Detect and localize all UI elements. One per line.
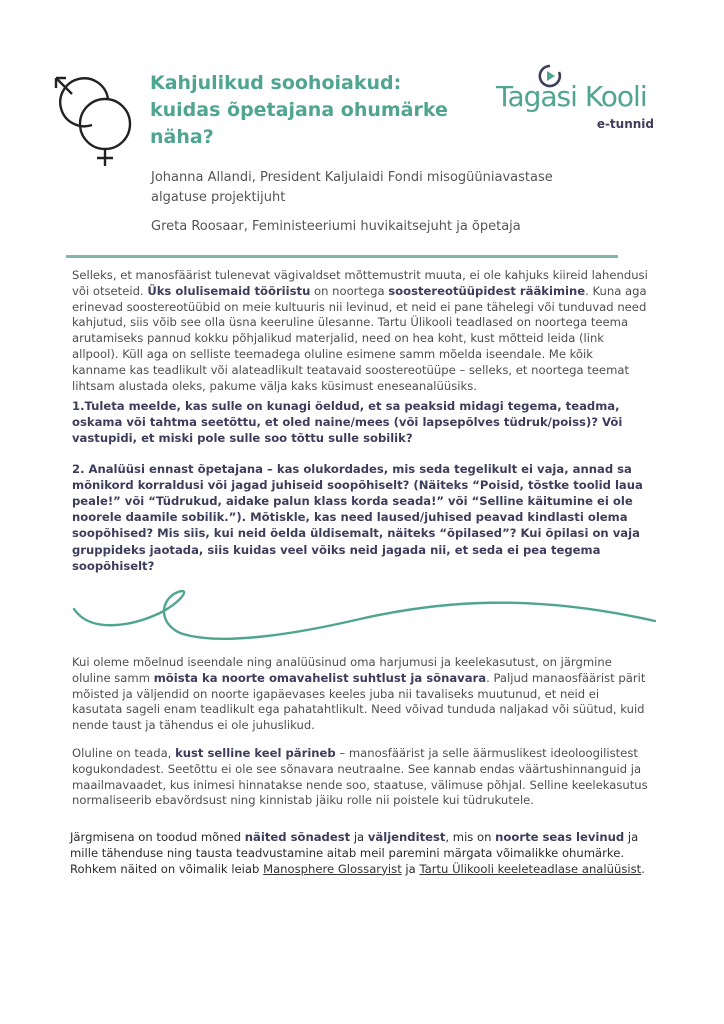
- title-line: kuidas õpetajana ohumärke: [150, 99, 448, 121]
- paragraph-language: [72, 655, 650, 734]
- paragraph-examples: [70, 830, 648, 877]
- page-title: [150, 70, 490, 151]
- text: Selleks, et manosfäärist tulenevat vägivaldset mõttemustrit muuta, ei ole kahjuks kiireid lahendusi või otseteid.: [72, 268, 648, 298]
- text: ja: [350, 830, 368, 844]
- bold-text: soostereotüüpidest rääkimine: [388, 283, 586, 298]
- author-line: Greta Roosaar, Feministeeriumi huvikaitsejuht ja õpetaja: [151, 219, 521, 234]
- logo-subtitle: e-tunnid: [596, 117, 654, 131]
- bold-text: väljenditest: [367, 830, 446, 844]
- title-line: näha?: [150, 126, 214, 148]
- text: ja mille tähenduse ning tausta teadvustamine aitab meil paremini märgata võimalikke ohumärke. Rohkem näited on võimalik leiab: [70, 830, 639, 876]
- text: ja: [401, 861, 420, 876]
- header-divider: [66, 255, 618, 258]
- manosphere-glossary-link[interactable]: Manosphere Glossaryist: [263, 861, 402, 876]
- text: . Kuna aga erinevad soostereotüübid on meie kultuuris nii levinud, et neid ei pane tähelegi või tunduvad need kahjutud, siis võib see olla üsna keeruline ülesanne. Tartu Ülikooli teadlased on noortega teema arutamiseks pannud kokku põhjalikud materjalid, need on hea koht, kust mõtteid leida (link allpool). Küll aga on selliste teemadega oluline esimene samm mõelda iseendale. Me kõik kanname kas teadlikult või alateadlikult teatavaid soostereotüüpe – selleks, et noortega teemat lihtsam alustada oleks, pakume välja kaks küsimust eneseanalüüsiks.: [72, 283, 647, 393]
- text: on noortega: [310, 283, 389, 298]
- authors: [151, 168, 611, 246]
- text: .: [641, 861, 645, 876]
- decorative-swirl: [60, 585, 680, 645]
- author-line: Johanna Allandi, President Kaljulaidi Fondi misogüüniavastase algatuse projektijuht: [151, 170, 553, 205]
- bold-text: mõista ka noorte omavahelist suhtlust ja sõnavara: [153, 670, 487, 685]
- intro-paragraph: [72, 268, 650, 394]
- question-1: 1.Tuleta meelde, kas sulle on kunagi öeldud, et sa peaksid midagi tegema, teadma, oskama või tahtma seetõttu, et oled naine/mees (või lapsepõlves tüdruk/poiss)? Või vastupidi, et miski pole sulle soo tõttu sulle sobilik?: [72, 399, 623, 446]
- text: Oluline on teada,: [72, 746, 176, 760]
- text: Järgmisena on toodud mõned: [70, 830, 245, 844]
- tartu-analysis-link[interactable]: Tartu Ülikooli keeleteadlase analüüsist: [419, 861, 642, 876]
- tagasi-kooli-logo: [490, 62, 670, 142]
- paragraph-origin: [72, 746, 650, 809]
- title-line: Kahjulikud soohoiakud:: [150, 72, 402, 94]
- bold-text: Üks olulisemaid tööriistu: [147, 283, 311, 298]
- bold-text: noorte seas levinud: [495, 830, 625, 844]
- text: , mis on: [445, 830, 496, 844]
- bold-text: näited sõnadest: [244, 830, 351, 844]
- gender-symbols-icon: [48, 68, 140, 168]
- question-2: 2. Analüüsi ennast õpetajana – kas olukordades, mis seda tegelikult ei vaja, annad sa mõnikord korraldusi või jagad juhiseid soopõhiselt? (Näiteks “Poisid, tõstke toolid laua peale!” või “Tüdrukud, aidake palun klass korda seada!” või “Selline käitumine ei ole noorele daamile sobilik.”). Mõtiskle, kas need laused/juhised peavad kindlasti olema soopõhised? Mis siis, kui neid öelda üldisemalt, näiteks “õpilased”? Kui õpilasi on vaja gruppideks jaotada, siis kuidas veel võiks neid jagada nii, et seda ei pea tegema soopõhiselt?: [72, 461, 643, 573]
- text: – manosfäärist ja selle äärmuslikest ideoloogilistest kogukondadest. Seetõttu ei ole see sõnavara neutraalne. See kannab endas väärtushinnanguid ja maailmavaadet, kus inimesi hinnatakse nende soo, staatuse, välimuse põhjal. Selline keelekasutus normaliseerib ebavõrdsust ning kinnistab jäiku rolle nii poistele kui tüdrukutele.: [72, 746, 648, 808]
- questions: [72, 398, 650, 588]
- bold-text: kust selline keel pärineb: [175, 746, 336, 760]
- text: Kui oleme mõelnud iseendale ning analüüsinud oma harjumusi ja keelekasutust, on järgmine oluline samm: [72, 655, 612, 685]
- text: . Paljud manaosfäärist pärit mõisted ja väljendid on noorte igapäevases keeles juba nii tavaliseks muutunud, et neid ei kasutata sageli enam teadlikult ega pahatahtlikult. Need võivad tunduda naljakad või süütud, kuid nende taust ja tähendus ei ole juhuslikud.: [72, 670, 646, 733]
- logo-name: Tagasi Kooli: [496, 80, 647, 113]
